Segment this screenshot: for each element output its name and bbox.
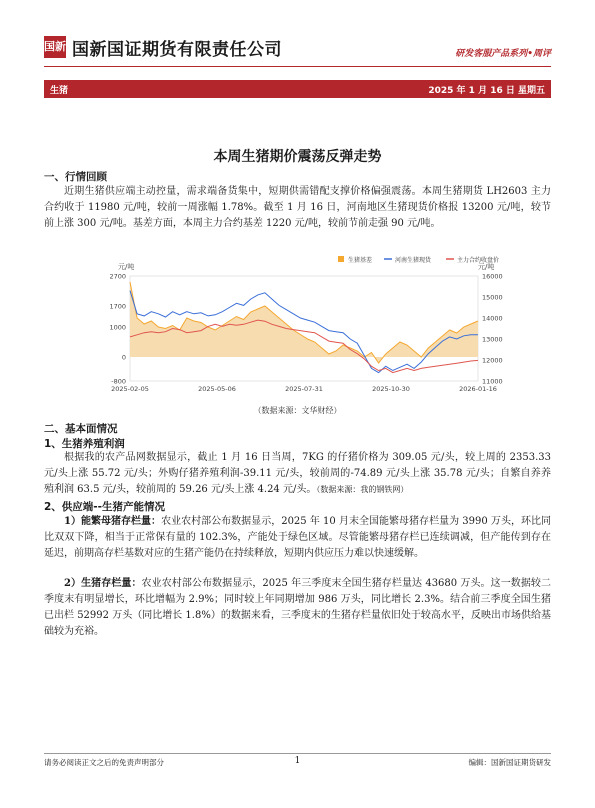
x-tick-label: 2025-10-30 — [372, 385, 410, 393]
sow-paragraph — [44, 514, 551, 562]
y-right-tick-label: 12000 — [482, 356, 503, 365]
topic-label: 生猪 — [50, 86, 69, 96]
x-tick-label: 2026-01-16 — [459, 385, 497, 393]
company-logo: 国新 — [44, 36, 66, 58]
x-tick-label: 2025-07-31 — [285, 385, 323, 393]
company-name: 国新国证期货有限责任公司 — [72, 40, 282, 60]
subheading-profit: 1、生猪养殖利润 — [44, 438, 125, 450]
sow-text: 农业农村部公布数据显示，2025 年 10 月末全国能繁母猪存栏量为 3990 万头，环比同比双双下降，相当于正常保有量的 102.3%，产能处于绿色区域。尽管能繁母猪存栏已连续调减，但产能传到存在延迟，前期高存栏基数对应的生猪产能仍在持续释放，短期内供应压力难以快速缓解。 — [44, 516, 551, 559]
profit-paragraph — [44, 450, 551, 498]
price-chart — [0, 256, 595, 406]
section-heading-review: 一、行情回顾 — [44, 171, 107, 183]
y-left-tick-label: 0 — [121, 353, 126, 362]
legend-swatch-basis — [338, 256, 344, 262]
subheading-supply: 2、供应端--生猪产能情况 — [44, 501, 166, 513]
x-tick-label: 2025-02-05 — [111, 385, 149, 393]
y-right-tick-label: 14000 — [482, 314, 503, 323]
footer-editor: 编辑：国新国证期货研发 — [468, 758, 551, 767]
page-number: 1 — [294, 756, 301, 766]
x-tick-label: 2025-05-06 — [198, 385, 236, 393]
report-series: 研发客服产品系列•周评 — [455, 49, 551, 59]
y-left-tick-label: 1000 — [109, 323, 126, 332]
hog-paragraph — [44, 576, 551, 640]
y-left-tick-label: -800 — [111, 377, 126, 386]
right-unit-label: 元/吨 — [478, 263, 495, 271]
left-unit-label: 元/吨 — [118, 263, 135, 271]
profit-source: （数据来源：我的钢铁网） — [316, 485, 409, 494]
chart-source: （数据来源：文华财经） — [253, 406, 342, 415]
sow-label: 1）能繁母猪存栏量： — [64, 516, 162, 527]
legend-label-basis: 生猪基差 — [348, 257, 373, 264]
profit-text: 根据我的农产品网数据显示，截止 1 月 16 日当周，7KG 的仔猪价格为 309.05 元/头，较上周的 2353.33 元/头上涨 55.72 元/头；外购仔猪养殖利润-39.11 元/头，较前周的-74.89 元/头上涨 35.78 元/头；自繁自养养殖利润 63.5 元/头，较前周的 59.26 元/头上涨 4.24 元/头。 — [44, 452, 551, 495]
page-title: 本周生猪期价震荡反弹走势 — [213, 149, 382, 165]
legend — [338, 256, 499, 264]
legend-label-futures: 主力合约收盘价 — [457, 257, 500, 264]
y-right-tick-label: 15000 — [482, 293, 503, 302]
y-left-tick-label: 2700 — [109, 272, 126, 281]
y-right-tick-label: 16000 — [482, 272, 503, 281]
section-heading-fundamentals: 二、基本面情况 — [44, 423, 118, 435]
report-date: 2025 年 1 月 16 日 星期五 — [428, 86, 545, 96]
header-divider — [44, 66, 551, 67]
y-right-tick-label: 13000 — [482, 335, 503, 344]
legend-label-spot: 河南生猪现货 — [395, 257, 432, 264]
footer-divider — [44, 753, 551, 754]
y-right-tick-label: 11000 — [482, 377, 503, 386]
y-left-tick-label: 1700 — [109, 302, 126, 311]
review-paragraph: 近期生猪供应端主动控量，需求端备货集中，短期供需错配支撑价格偏强震荡。本周生猪期货 LH2603 主力合约收于 11980 元/吨，较前一周涨幅 1.78%。截至 1 月 16 日，河南地区生猪现货价格报 13200 元/吨，较节前上涨 300 元/吨。基差方面，本周主力合约基差 1220 元/吨，较前节前走强 90 元/吨。 — [44, 186, 551, 229]
topic-band — [44, 80, 551, 98]
hog-text: 农业农村部公布数据显示，2025 年三季度末全国生猪存栏量达 43680 万头。这一数据较二季度末有明显增长，环比增幅为 2.9%；同时较上年同期增加 986 万头，同比增长 2.3%。结合前三季度全国生猪已出栏 52992 万头（同比增长 1.8%）的数据来看，三季度末的生猪存栏量依旧处于较高水平，反映出市场供给基础较为充裕。 — [44, 578, 551, 637]
footer-disclaimer: 请务必阅读正文之后的免责声明部分 — [44, 758, 164, 767]
hog-label: 2）生猪存栏量： — [64, 578, 142, 589]
